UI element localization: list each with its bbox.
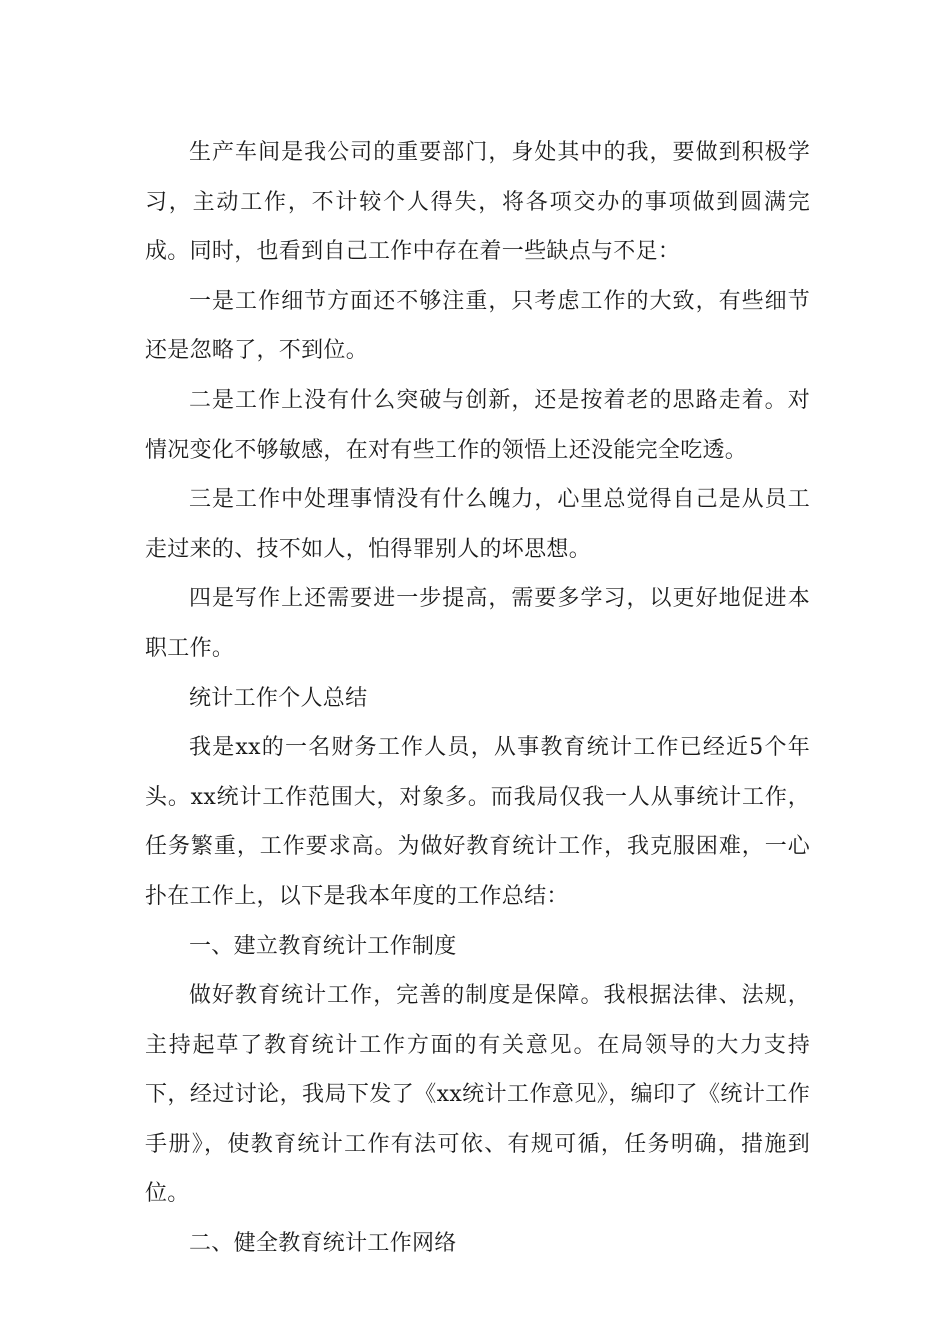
- document-body: [145, 128, 810, 1269]
- paragraph-shortcoming-3: 三是工作中处理事情没有什么魄力，心里总觉得自己是从员工走过来的、技不如人，怕得罪别人的坏思想。: [145, 487, 810, 562]
- section-title: 统计工作个人总结: [189, 685, 368, 711]
- heading-item-2: 二、健全教育统计工作网络: [189, 1231, 457, 1257]
- paragraph-summary-intro: 我是xx的一名财务工作人员，从事教育统计工作已经近5个年头。xx统计工作范围大，对象多。而我局仅我一人从事统计工作，任务繁重，工作要求高。为做好教育统计工作，我克服困难，一心扑在工作上，以下是我本年度的工作总结：: [145, 735, 810, 909]
- heading-item-1: 一、建立教育统计工作制度: [189, 933, 457, 959]
- paragraph-shortcoming-2: 二是工作上没有什么突破与创新，还是按着老的思路走着。对情况变化不够敏感，在对有些工作的领悟上还没能完全吃透。: [145, 387, 810, 463]
- paragraph-shortcoming-4: 四是写作上还需要进一步提高，需要多学习，以更好地促进本职工作。: [145, 586, 810, 661]
- paragraph-item-1: 做好教育统计工作，完善的制度是保障。我根据法律、法规，主持起草了教育统计工作方面的有关意见。在局领导的大力支持下，经过讨论，我局下发了《xx统计工作意见》，编印了《统计工作手册》，使教育统计工作有法可依、有规可循，任务明确，措施到位。: [145, 983, 810, 1207]
- paragraph-intro: 生产车间是我公司的重要部门，身处其中的我，要做到积极学习，主动工作，不计较个人得失，将各项交办的事项做到圆满完成。同时，也看到自己工作中存在着一些缺点与不足：: [145, 140, 810, 265]
- paragraph-shortcoming-1: 一是工作细节方面还不够注重，只考虑工作的大致，有些细节还是忽略了，不到位。: [145, 288, 810, 364]
